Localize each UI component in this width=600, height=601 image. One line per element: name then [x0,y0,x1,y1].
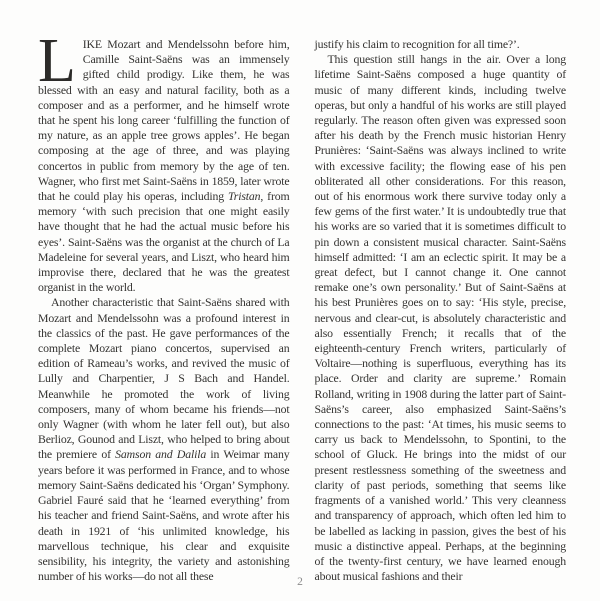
paragraph [315,37,567,52]
page-number: 2 [297,576,303,588]
italic-text-segment: Tristan [228,189,261,204]
drop-cap-letter: L [38,27,76,95]
paragraph [315,52,567,584]
text-segment: , from memory ‘with such precision that one might easily have thought that he had the actual music before his eyes’. Saint-Saëns was the organist at the church of La Madeleine for several years, and Liszt, who heard him improvise there, declared that he was the greatest organist in the world. [38,189,290,295]
text-columns [38,27,566,584]
italic-text-segment: Samson and Dalila [115,447,207,462]
text-segment: IKE Mozart and Mendelssohn before him, Camille Saint-Saëns was an immensely gifted child prodigy. Like them, he was blessed with an easy and natural facility, both as a composer and as a performer, and he himself wrote that he spent his long career ‘fulfilling the function of my nature, as an apple tree grows apples’. He began composing at the age of three, and was playing concertos in public from memory by the age of ten. Wagner, who first met Saint-Saëns in 1859, later wrote that he could play his operas, including [38,37,290,204]
right-column [315,37,567,584]
left-column [38,27,290,584]
paragraph [38,295,290,584]
paragraph [38,27,290,295]
text-segment: This question still hangs in the air. Over a long lifetime Saint-Saëns composed a huge quantity of music of many different kinds, including twelve operas, but only a handful of his works are still played regularly. The reason often given was expressed soon after his death by the French music historian Henry Prunières: ‘Saint-Saëns was always inclined to write with excessive facility; the flowing ease of his pen obliterated all other considerations. For this reason, out of his enormous work there survive today only a few gems of the first water.’ It is undoubtedly true that his works are so varied that it is sometimes difficult to pin down a consistent musical character. Saint-Saëns himself admitted: ‘I am an eclectic spirit. It may be a great defect, but I cannot change it. One cannot remake one’s own personality.’ But of Saint-Saëns at his best Prunières goes on to say: ‘His style, precise, nervous and clear-cut, is absolutely characteristic and also essentially French; it recalls that of the eighteenth-century French writers, particularly of Voltaire—nothing is superfluous, everything has its place. Order and clarity are supreme.’ Romain Rolland, writing in 1908 during the latter part of Saint-Saëns’s career, also emphasized Saint-Saëns’s connections to the past: ‘At times, his music seems to carry us back to Mendelssohn, to Spontini, to the school of Gluck. He brings into the midst of our present restlessness something of the sweetness and clarity of past periods, something that seems like fragments of a vanished world.’ This very cleanness and transparency of approach, which often led him to be labelled as lacking in passion, gives the best of his music a distinctive appeal. Perhaps, at the beginning of the twenty-first century, we have learned enough about musical fashions and their [314,52,566,584]
text-segment: Another characteristic that Saint-Saëns shared with Mozart and Mendelssohn was a profound interest in the classics of the past. He gave performances of the complete Mozart piano concertos, supervised an edition of Rameau’s works, and revived the music of Lully and Charpentier, J S Bach and Handel. Meanwhile he promoted the work of living composers, many of whom became his friends—not only Wagner (with whom he later fell out), but also Berlioz, Gounod and Liszt, who helped to bring about the premiere of [38,295,290,462]
text-segment: justify his claim to recognition for all time?’. [314,37,520,51]
text-segment: in Weimar many years before it was performed in France, and to whose memory Saint-Saëns dedicated his ‘Organ’ Symphony. Gabriel Fauré said that he ‘learned everything’ from his teacher and friend Saint-Saëns, and wrote after his death in 1921 of ‘his unlimited knowledge, his marvellous technique, his clear and exquisite sensibility, his integrity, the variety and astonishing number of his works—do not all these [38,447,290,584]
